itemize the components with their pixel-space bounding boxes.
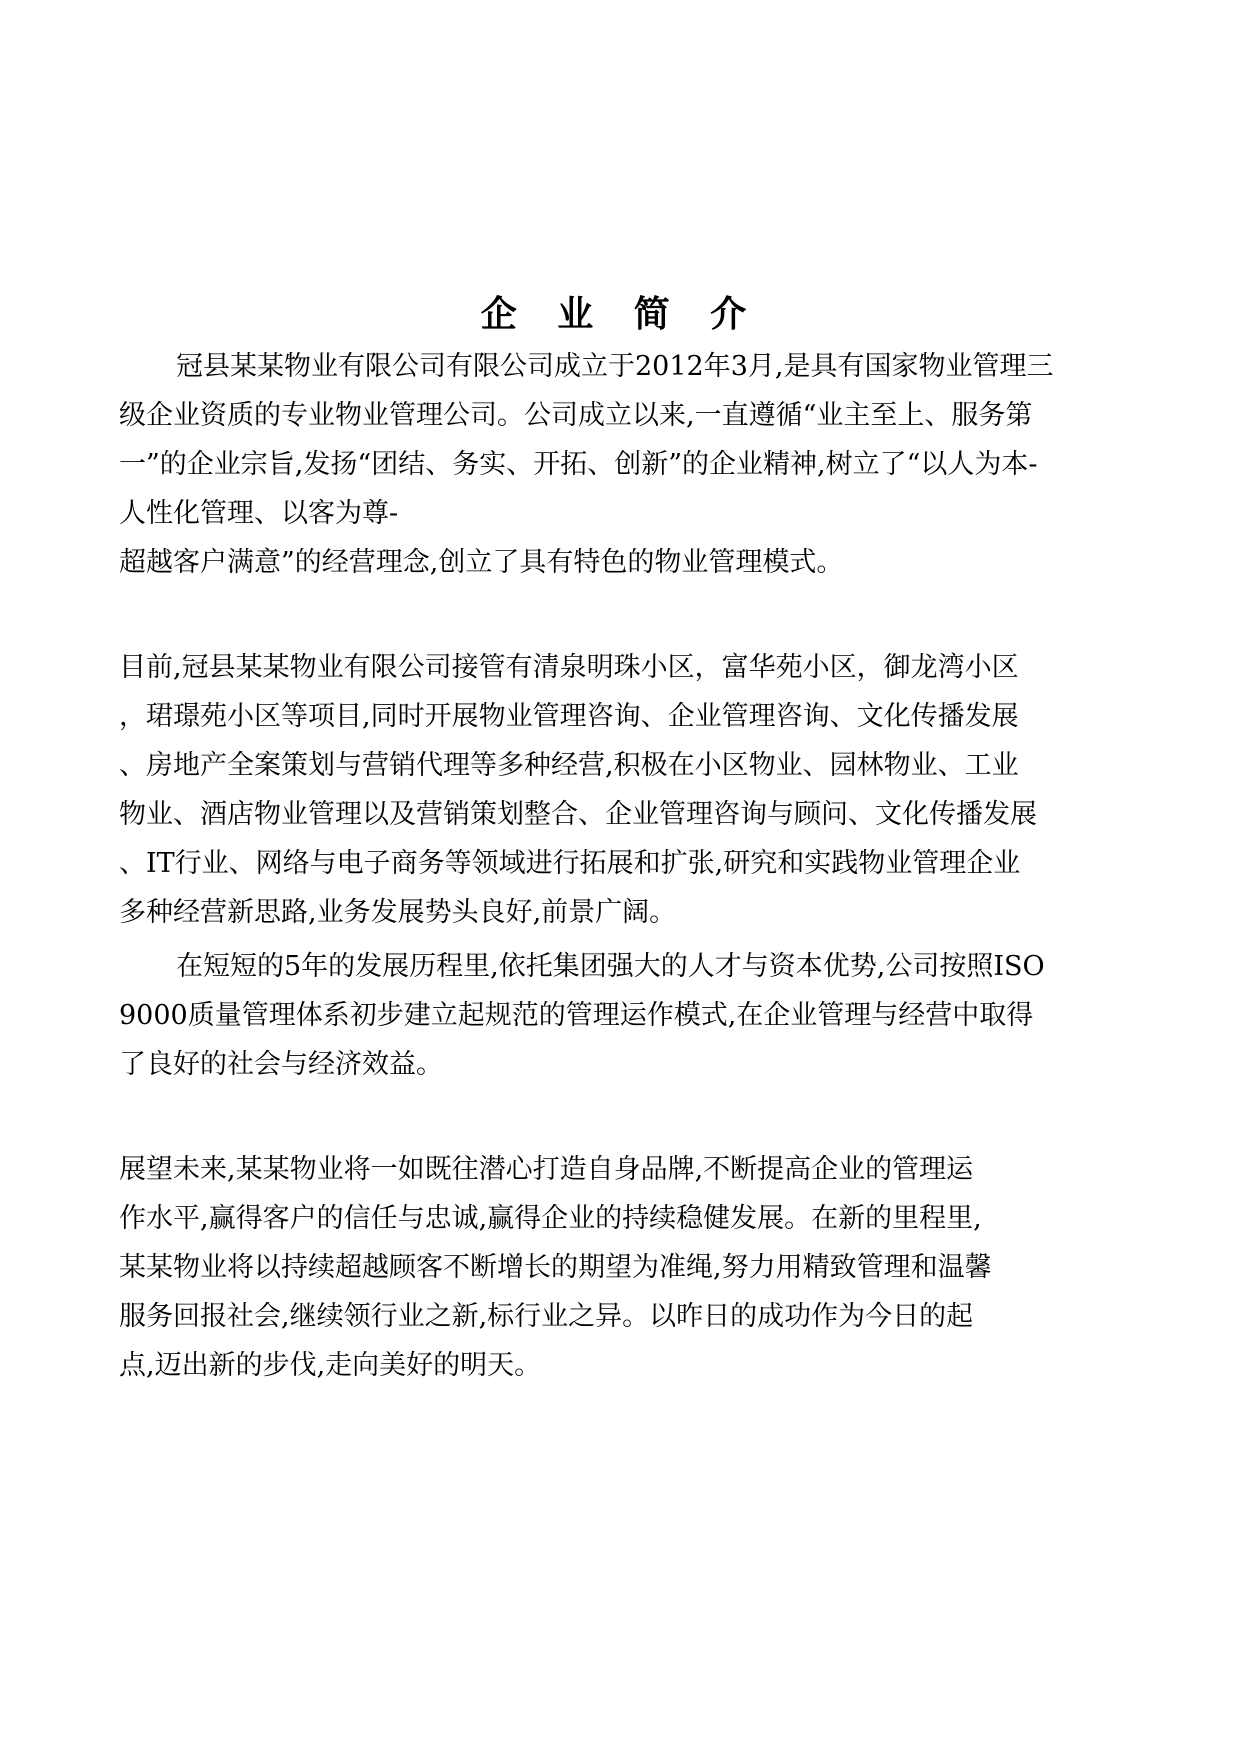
text-line: 冠县某某物业有限公司有限公司成立于2012年3月,是具有国家物业管理三 xyxy=(176,351,1054,382)
text-line: 超越客户满意”的经营理念,创立了具有特色的物业管理模式。 xyxy=(119,547,844,578)
text-line: 、房地产全案策划与营销代理等多种经营,积极在小区物业、园林物业、工业 xyxy=(119,750,1019,781)
text-line: 了良好的社会与经济效益。 xyxy=(119,1049,443,1080)
text-line: 作水平,赢得客户的信任与忠诚,赢得企业的持续稳健发展。在新的里程里, xyxy=(119,1203,982,1234)
text-line: 级企业资质的专业物业管理公司。公司成立以来,一直遵循“业主至上、服务第 xyxy=(119,400,1033,431)
text-line: 、IT行业、网络与电子商务等领域进行拓展和扩张,研究和实践物业管理企业 xyxy=(119,848,1021,879)
text-line: 一”的企业宗旨,发扬“团结、务实、开拓、创新”的企业精神,树立了“以人为本- xyxy=(119,449,1038,480)
text-line: 展望未来,某某物业将一如既往潜心打造自身品牌,不断提高企业的管理运 xyxy=(119,1154,974,1185)
text-line: 点,迈出新的步伐,走向美好的明天。 xyxy=(119,1350,542,1381)
text-line: 目前,冠县某某物业有限公司接管有清泉明珠小区，富华苑小区，御龙湾小区 xyxy=(119,652,1019,683)
document-title: 企 业 简 介 xyxy=(480,294,761,335)
text-line: 多种经营新思路,业务发展势头良好,前景广阔。 xyxy=(119,897,677,928)
text-line: 某某物业将以持续超越顾客不断增长的期望为准绳,努力用精致管理和温馨 xyxy=(119,1252,992,1283)
text-line: 9000质量管理体系初步建立起规范的管理运作模式,在企业管理与经营中取得 xyxy=(119,1000,1034,1031)
text-line: ，珺璟苑小区等项目,同时开展物业管理咨询、企业管理咨询、文化传播发展 xyxy=(119,701,1019,732)
text-line: 服务回报社会,继续领行业之新,标行业之异。以昨日的成功作为今日的起 xyxy=(119,1301,974,1332)
text-line: 在短短的5年的发展历程里,依托集团强大的人才与资本优势,公司按照ISO xyxy=(176,951,1045,982)
text-line: 物业、酒店物业管理以及营销策划整合、企业管理咨询与顾问、文化传播发展 xyxy=(119,799,1037,830)
text-line: 人性化管理、以客为尊- xyxy=(119,498,399,529)
